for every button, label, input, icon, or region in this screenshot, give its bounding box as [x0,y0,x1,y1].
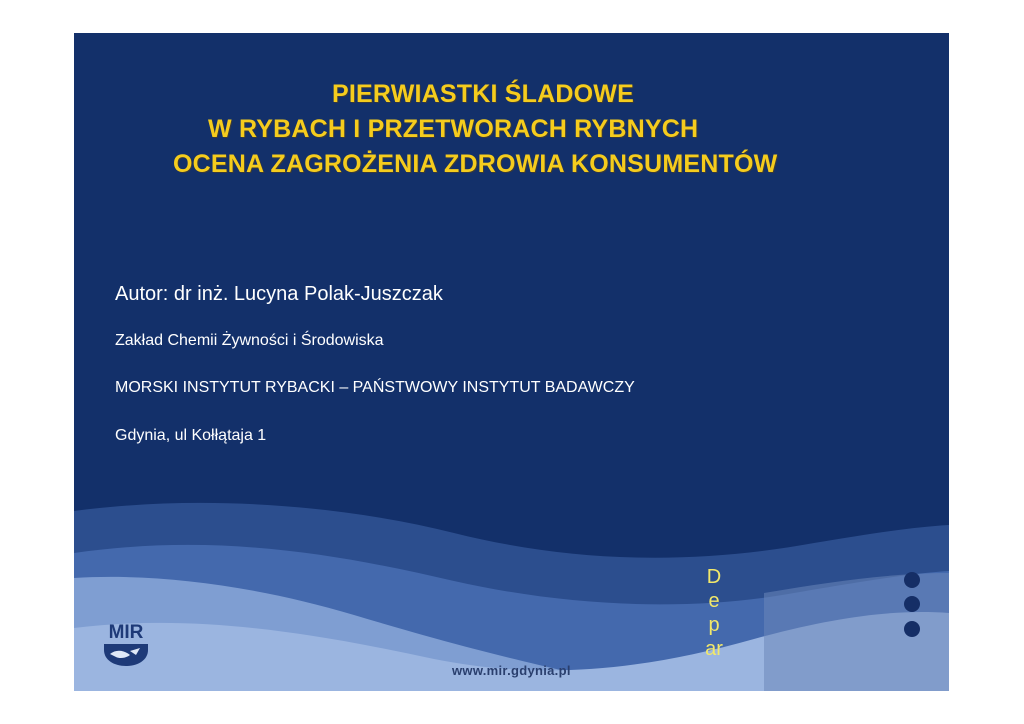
bullet-dot-icon [904,621,920,637]
vertical-text: Depar [705,566,723,660]
slide [74,33,949,691]
website-link[interactable]: www.mir.gdynia.pl [452,663,571,678]
bullet-dot-icon [904,596,920,612]
institute-line: MORSKI INSTYTUT RYBACKI – PAŃSTWOWY INSTYTUT BADAWCZY [115,379,635,396]
title-line-2: W RYBACH I PRZETWORACH RYBNYCH [208,115,699,143]
title-line-3: OCENA ZAGROŻENIA ZDROWIA KONSUMENTÓW [173,150,778,178]
wave-decoration [74,33,949,691]
logo-text: MIR [108,622,144,643]
bullet-dot-icon [904,572,920,588]
title-line-1: PIERWIASTKI ŚLADOWE [332,80,634,108]
address-line: Gdynia, ul Kołłątaja 1 [115,427,267,444]
author-line: Autor: dr inż. Lucyna Polak-Juszczak [115,283,443,305]
department-line: Zakład Chemii Żywności i Środowiska [115,332,384,349]
mir-logo-icon [100,618,152,668]
wave-right-panel [764,573,949,691]
